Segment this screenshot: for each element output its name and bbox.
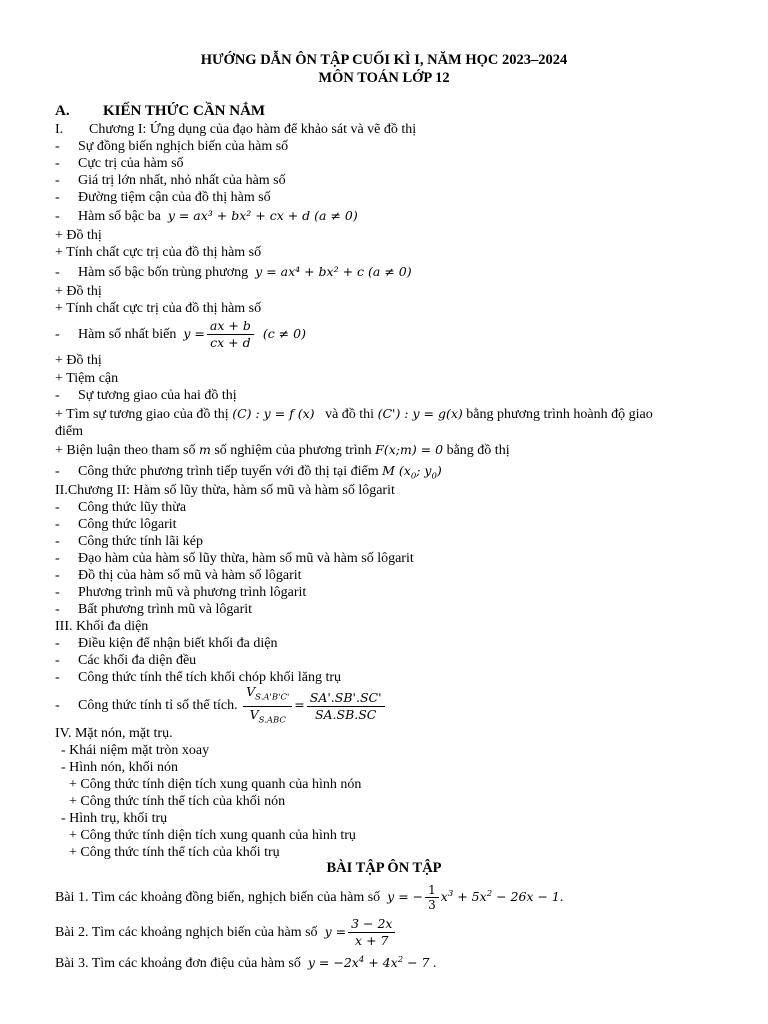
plus-item: + Tính chất cực trị của đồ thị hàm số [55, 245, 262, 260]
list-item: - Cực trị của hàm số [55, 156, 184, 171]
plus-item: + Đồ thị [55, 284, 102, 299]
list-item: - Bất phương trình mũ và lôgarit [55, 602, 253, 617]
list-item: - Đường tiệm cận của đồ thị hàm số [55, 190, 271, 205]
quartic-formula: y = ax⁴ + bx² + c (a ≠ 0) [255, 264, 412, 279]
list-item-text: Đồ thị của hàm số mũ và hàm số lôgarit [78, 568, 302, 583]
section-a-heading [55, 103, 265, 120]
line-continuation: điểm [55, 424, 83, 439]
plus-item: + Tiệm cận [55, 371, 119, 386]
fraction [207, 318, 254, 351]
plus-item: + Đồ thị [55, 353, 102, 368]
list-item-text: Các khối đa diện đều [78, 653, 197, 668]
chapter-1-title: Chương I: Ứng dụng của đạo hàm để khảo sát và vẽ đồ thị [89, 122, 417, 137]
list-item-text: Sự tương giao của hai đồ thị [78, 388, 237, 403]
list-item-text: Công thức tính lãi kép [78, 534, 204, 549]
text: Bài 1. Tìm các khoảng đồng biến, nghịch biến của hàm số [55, 890, 381, 906]
section-a-title: KIẾN THỨC CẦN NẮM [103, 103, 266, 119]
list-item: - Công thức lôgarit [55, 517, 177, 532]
list-item: - Công thức phương trình tiếp tuyến với đồ thị tại điểm M ($x_0$; $y_0$) [55, 463, 442, 482]
fraction-numerator: 3 − 2x [348, 916, 395, 933]
text: + Biện luận theo tham số [55, 443, 196, 458]
list-item-text: Sự đồng biến nghịch biến của hàm số [78, 139, 289, 154]
condition: (c ≠ 0) [262, 326, 306, 341]
list-item-text: Phương trình mũ và phương trình lôgarit [78, 585, 307, 600]
list-item-text: Điều kiện để nhận biết khối đa diện [78, 636, 278, 651]
list-item-text: Công thức lôgarit [78, 517, 177, 532]
fraction-numerator: SA'.SB'.SC' [307, 690, 385, 707]
list-item-text: Giá trị lớn nhất, nhỏ nhất của hàm số [78, 173, 286, 188]
exercise-2: Bài 2. Tìm các khoảng nghịch biến của hàm số y = $\frac{3 - 2x}{x + 7}$ [55, 914, 397, 951]
fraction-numerator: ax + b [207, 318, 254, 335]
list-item-text: Công thức phương trình tiếp tuyến với đồ thị tại điểm [78, 464, 379, 479]
list-item: - Hàm số bậc ba y = ax³ + bx² + cx + d (a ≠ 0) [55, 208, 358, 224]
chapter-1-heading [55, 121, 416, 138]
volume-ratio-right [307, 690, 385, 723]
plus-item: + Công thức tính thể tích của khối trụ [69, 845, 280, 860]
fraction-denominator: x + 7 [355, 933, 389, 949]
list-item: - Phương trình mũ và phương trình lôgarit [55, 585, 307, 600]
text: V [246, 684, 256, 699]
plus-item: + Biện luận theo tham số m số nghiệm của phương trình F(x;m) = 0 bằng đồ thị [55, 442, 510, 458]
chapter-3-heading: III. Khối đa diện [55, 619, 149, 634]
plus-item: + Công thức tính diện tích xung quanh của hình nón [69, 777, 362, 792]
list-item-text: Hàm số bậc ba [78, 209, 161, 224]
section-a-letter: A. [55, 103, 70, 119]
list-item-text: Đường tiệm cận của đồ thị hàm số [78, 190, 271, 205]
list-item: - Sự tương giao của hai đồ thị [55, 388, 237, 403]
text: Bài 3. Tìm các khoảng đơn điệu của hàm số [55, 956, 301, 972]
fraction-denominator: cx + d [210, 335, 251, 351]
subscript: S.A'B'C' [255, 692, 290, 703]
doc-title-line2: MÔN TOÁN LỚP 12 [318, 70, 450, 86]
list-item-text: Hàm số bậc bốn trùng phương [78, 265, 249, 280]
list-item-text: Hàm số nhất biến [78, 327, 177, 342]
text: và đồ thi [325, 407, 375, 422]
list-item: - Công thức lũy thừa [55, 500, 187, 515]
list-item: - Khái niệm mặt tròn xoay [61, 743, 210, 758]
list-item: - Điều kiện để nhận biết khối đa diện [55, 636, 278, 651]
exercise-1: Bài 1. Tìm các khoảng đồng biến, nghịch biến của hàm số y = − $\frac{1}{3}$ $x^3 + 5x^2 - 26x - 1$. [55, 883, 564, 913]
doc-title-line1: HƯỚNG DẪN ÔN TẬP CUỐI KÌ I, NĂM HỌC 2023–2024 [200, 52, 568, 68]
chapter-2-heading: II.Chương II: Hàm số lũy thừa, hàm số mũ và hàm số lôgarit [55, 483, 395, 498]
text: + Tìm sự tương giao của đồ thị [55, 407, 229, 422]
list-item-text: Đạo hàm của hàm số lũy thừa, hàm số mũ và hàm số lôgarit [78, 551, 414, 566]
plus-item: + Công thức tính diện tích xung quanh của hình trụ [69, 828, 356, 843]
fraction-denominator: SA.SB.SC [314, 706, 377, 722]
text: bằng đồ thị [446, 443, 510, 458]
list-item: - Các khối đa diện đều [55, 653, 197, 668]
list-item: - Công thức tính lãi kép [55, 534, 204, 549]
text: bằng phương trình hoành độ giao [466, 407, 653, 422]
list-item: - Giá trị lớn nhất, nhỏ nhất của hàm số [55, 173, 286, 188]
list-item: - Đồ thị của hàm số mũ và hàm số lôgarit [55, 568, 302, 583]
chapter-4-heading: IV. Mặt nón, mặt trụ. [55, 726, 173, 741]
exercises-heading: BÀI TẬP ÔN TẬP [326, 860, 442, 876]
text: số nghiệm của phương trình [214, 443, 372, 458]
text: Bài 2. Tìm các khoảng nghịch biến của hàm số [55, 925, 318, 940]
plus-item: + Công thức tính thể tích của khối nón [69, 794, 286, 809]
volume-ratio-left [243, 684, 292, 728]
list-item: - Hàm số bậc bốn trùng phương y = ax⁴ + bx² + c (a ≠ 0) [55, 264, 412, 280]
plus-item: + Đồ thị [55, 228, 102, 243]
list-item-text: Công thức tính thể tích khối chóp khối lăng trụ [78, 670, 342, 685]
list-item-text: Bất phương trình mũ và lôgarit [78, 602, 253, 617]
list-item: - Đạo hàm của hàm số lũy thừa, hàm số mũ và hàm số lôgarit [55, 551, 414, 566]
plus-item: + Tìm sự tương giao của đồ thị (C) : y = f (x) và đồ thi (C') : y = g(x) bằng phương trình hoành độ giao [55, 406, 653, 422]
subscript: S.ABC [258, 715, 286, 725]
list-item: - Hàm số nhất biến y = $\frac{ax + b}{cx + d}$ (c ≠ 0) [55, 318, 306, 351]
list-item: - Công thức tính thể tích khối chóp khối lăng trụ [55, 670, 342, 685]
plus-item: + Tính chất cực trị của đồ thị hàm số [55, 301, 262, 316]
exercise-3: Bài 3. Tìm các khoảng đơn điệu của hàm số $y = -2x^4 + 4x^2 - 7$ . [55, 955, 437, 972]
list-item-text: Công thức tính tỉ số thể tích. [78, 698, 238, 714]
list-item-text: Công thức lũy thừa [78, 500, 187, 515]
cubic-formula: y = ax³ + bx² + cx + d (a ≠ 0) [167, 208, 358, 223]
list-item: - Hình trụ, khối trụ [61, 811, 168, 826]
list-item: - Hình nón, khối nón [61, 760, 179, 775]
list-item-text: Cực trị của hàm số [78, 156, 184, 171]
text: V [249, 706, 259, 722]
list-item: - Sự đồng biến nghịch biến của hàm số [55, 139, 289, 154]
list-item: - Công thức tính tỉ số thể tích. $\frac{V_{S.A'B'C'}}{V_{S.ABC}}$ = $\frac{SA'.SB'.SC'}{SA.SB.SC}$ [55, 684, 387, 728]
chapter-1-number: I. [55, 122, 64, 137]
